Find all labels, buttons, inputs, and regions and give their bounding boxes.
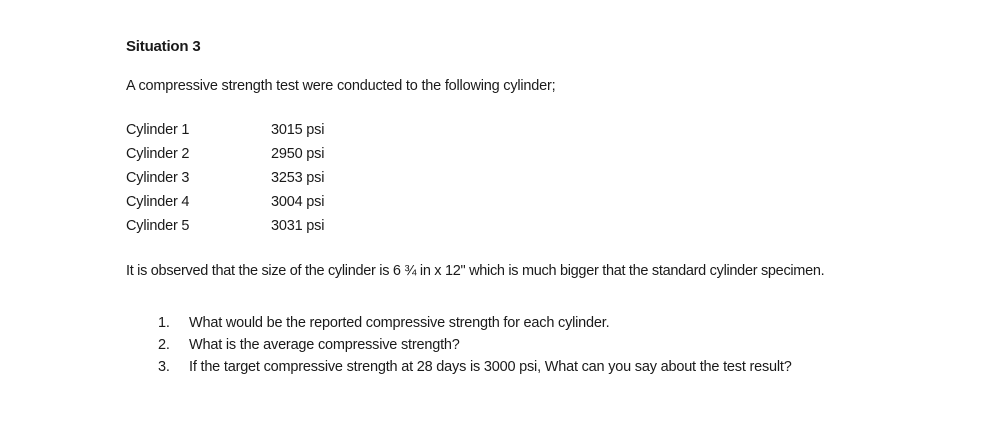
cylinder-name: Cylinder 3 [126,170,190,186]
situation-title: Situation 3 [126,38,201,55]
cylinder-row [126,142,386,166]
intro-text: A compressive strength test were conducted to the following cylinder; [126,78,556,94]
cylinder-row [126,214,386,238]
question-text: What is the average compressive strength? [189,337,460,353]
question-number: 2. [158,337,170,353]
question-text: What would be the reported compressive strength for each cylinder. [189,315,610,331]
cylinder-strength: 3031 psi [271,218,325,234]
cylinder-name: Cylinder 2 [126,146,190,162]
cylinder-name: Cylinder 5 [126,218,190,234]
cylinder-list [126,118,386,238]
question-number: 3. [158,359,170,375]
question-text: If the target compressive strength at 28 days is 3000 psi, What can you say about the test result? [189,359,792,375]
question-number: 1. [158,315,170,331]
cylinder-strength: 3004 psi [271,194,325,210]
cylinder-strength: 3253 psi [271,170,325,186]
cylinder-strength: 2950 psi [271,146,325,162]
cylinder-row [126,118,386,142]
cylinder-row [126,166,386,190]
cylinder-row [126,190,386,214]
cylinder-strength: 3015 psi [271,122,325,138]
cylinder-name: Cylinder 4 [126,194,190,210]
cylinder-name: Cylinder 1 [126,122,190,138]
observation-text: It is observed that the size of the cylinder is 6 ¾ in x 12" which is much bigger that the standard cylinder specimen. [126,263,825,279]
